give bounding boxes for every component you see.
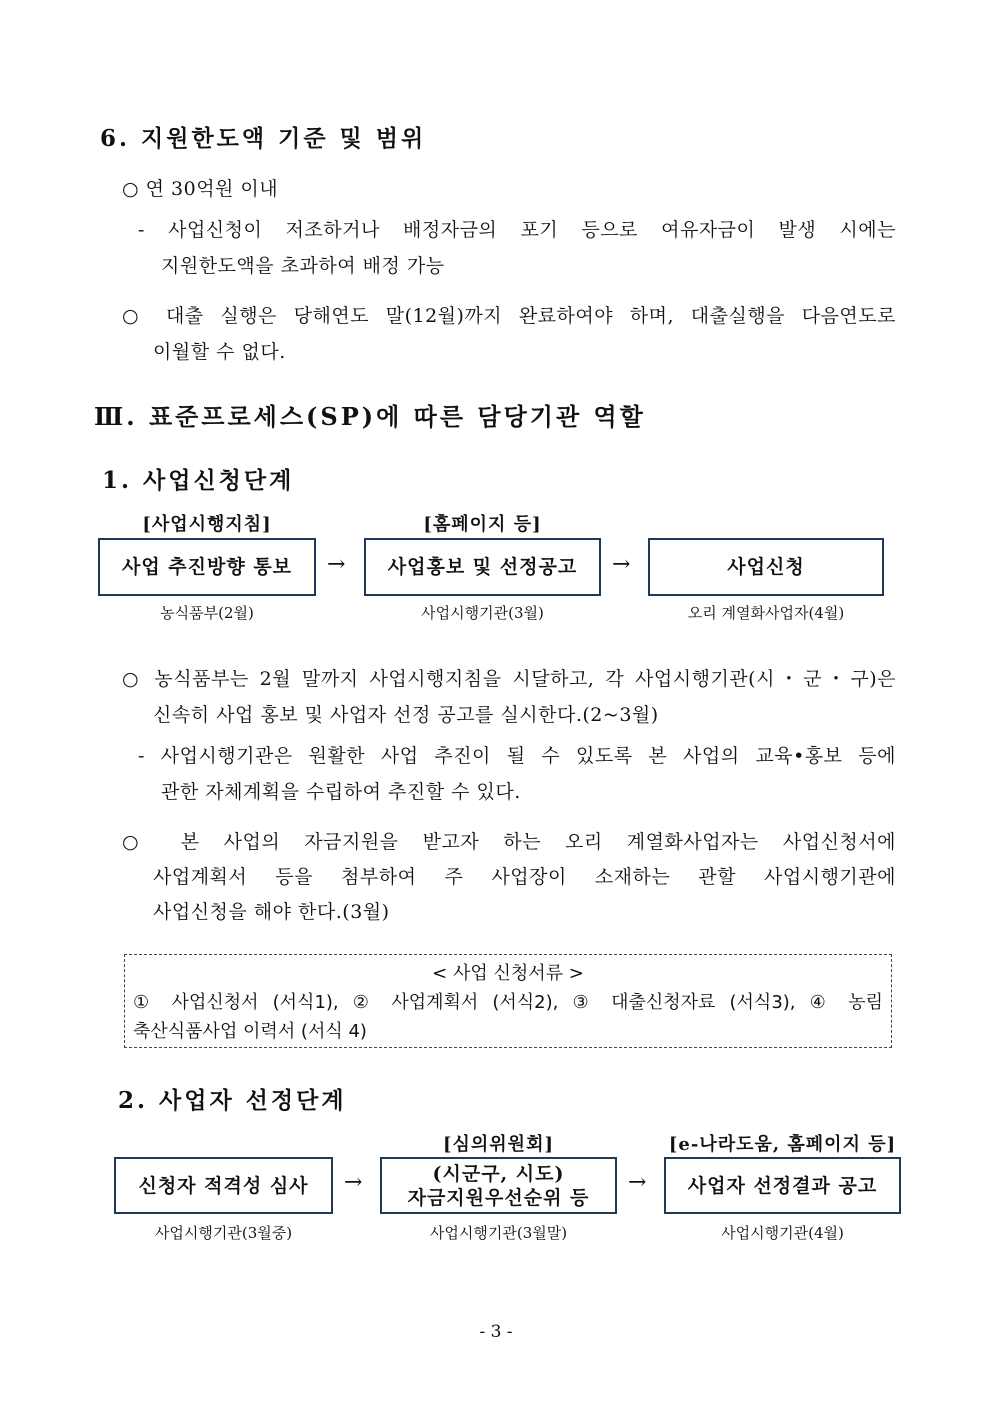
flow2-box-priority [380, 1157, 617, 1214]
step1-bullet2-line2: 사업계획서 등을 첨부하여 주 사업장이 소재하는 관할 사업시행기관에 [153, 866, 896, 888]
step1-heading: 1. 사업신청단계 [102, 467, 295, 494]
section6-dash1-line2: 지원한도액을 초과하여 배정 가능 [161, 255, 445, 277]
flow2-caption-3: 사업시행기관(4월) [721, 1224, 844, 1242]
flow2-box-result-label: 사업자 선정결과 공고 [687, 1174, 878, 1197]
flow1-box-notify [98, 538, 316, 596]
step1-bullet1-line1: ○ 농식품부는 2월 말까지 사업시행지침을 시달하고, 각 사업시행기관(시・군・구)은 [122, 668, 896, 690]
flow2-header-e-nara: [e-나라도움, 홈페이지 등] [668, 1134, 897, 1155]
section6-bullet1: ○ 연 30억원 이내 [122, 178, 279, 200]
flow1-arrow-2: → [612, 552, 631, 577]
application-documents-line1: ① 사업신청서 (서식1), ② 사업계획서 (서식2), ③ 대출신청자료 (서식3), ④ 농림 [133, 992, 883, 1013]
section6-heading: 6. 지원한도액 기준 및 범위 [100, 125, 427, 152]
flow2-box-priority-line1: (시군구, 시도) [432, 1162, 565, 1185]
step1-bullet2-line3: 사업신청을 해야 한다.(3월) [153, 901, 390, 923]
flow1-arrow-1: → [327, 552, 346, 577]
flow1-header-guideline: [사업시행지침] [142, 514, 272, 535]
chapter3-heading: Ⅲ. 표준프로세스(SP)에 따른 담당기관 역할 [94, 402, 646, 431]
application-documents-line2: 축산식품사업 이력서 (서식 4) [133, 1021, 367, 1042]
page-number: - 3 - [479, 1322, 513, 1342]
step2-heading: 2. 사업자 선정단계 [118, 1087, 347, 1114]
step1-dash1-line1: - 사업시행기관은 원활한 사업 추진이 될 수 있도록 본 사업의 교육•홍보 등에 [138, 745, 896, 767]
flow2-box-result [664, 1157, 901, 1214]
step1-bullet2-line1: ○ 본 사업의 자금지원을 받고자 하는 오리 계열화사업자는 사업신청서에 [122, 831, 896, 853]
flow1-box-apply [648, 538, 884, 596]
flow1-box-announce-label: 사업홍보 및 선정공고 [387, 556, 578, 578]
flow2-box-screening [114, 1157, 333, 1214]
flow2-caption-1: 사업시행기관(3월중) [154, 1224, 293, 1242]
flow1-box-notify-label: 사업 추진방향 통보 [121, 556, 293, 578]
flow1-caption-1: 농식품부(2월) [160, 604, 254, 622]
flow1-header-homepage: [홈페이지 등] [423, 514, 542, 535]
application-documents-box [124, 954, 892, 1048]
section6-bullet2-line1: ○ 대출 실행은 당해연도 말(12월)까지 완료하여야 하며, 대출실행을 다음연도로 [122, 305, 896, 327]
step1-bullet1-line2: 신속히 사업 홍보 및 사업자 선정 공고를 실시한다.(2~3월) [153, 704, 659, 726]
flow2-arrow-1: → [344, 1170, 363, 1195]
step1-dash1-line2: 관한 자체계획을 수립하여 추진할 수 있다. [161, 781, 521, 803]
section6-dash1-line1: - 사업신청이 저조하거나 배정자금의 포기 등으로 여유자금이 발생 시에는 [138, 219, 896, 241]
flow2-box-priority-line2: 자금지원우선순위 등 [407, 1186, 590, 1209]
flow1-box-announce [364, 538, 601, 596]
section6-bullet2-line2: 이월할 수 없다. [153, 341, 286, 363]
flow1-box-apply-label: 사업신청 [727, 556, 805, 578]
flow2-header-committee: [심의위원회] [443, 1134, 554, 1155]
flow2-box-screening-label: 신청자 적격성 심사 [138, 1174, 309, 1197]
application-documents-title: < 사업 신청서류 > [432, 963, 584, 984]
flow2-caption-2: 사업시행기관(3월말) [429, 1224, 568, 1242]
flow1-caption-3: 오리 계열화사업자(4월) [687, 604, 845, 622]
flow2-arrow-2: → [628, 1170, 647, 1195]
flow1-caption-2: 사업시행기관(3월) [421, 604, 544, 622]
